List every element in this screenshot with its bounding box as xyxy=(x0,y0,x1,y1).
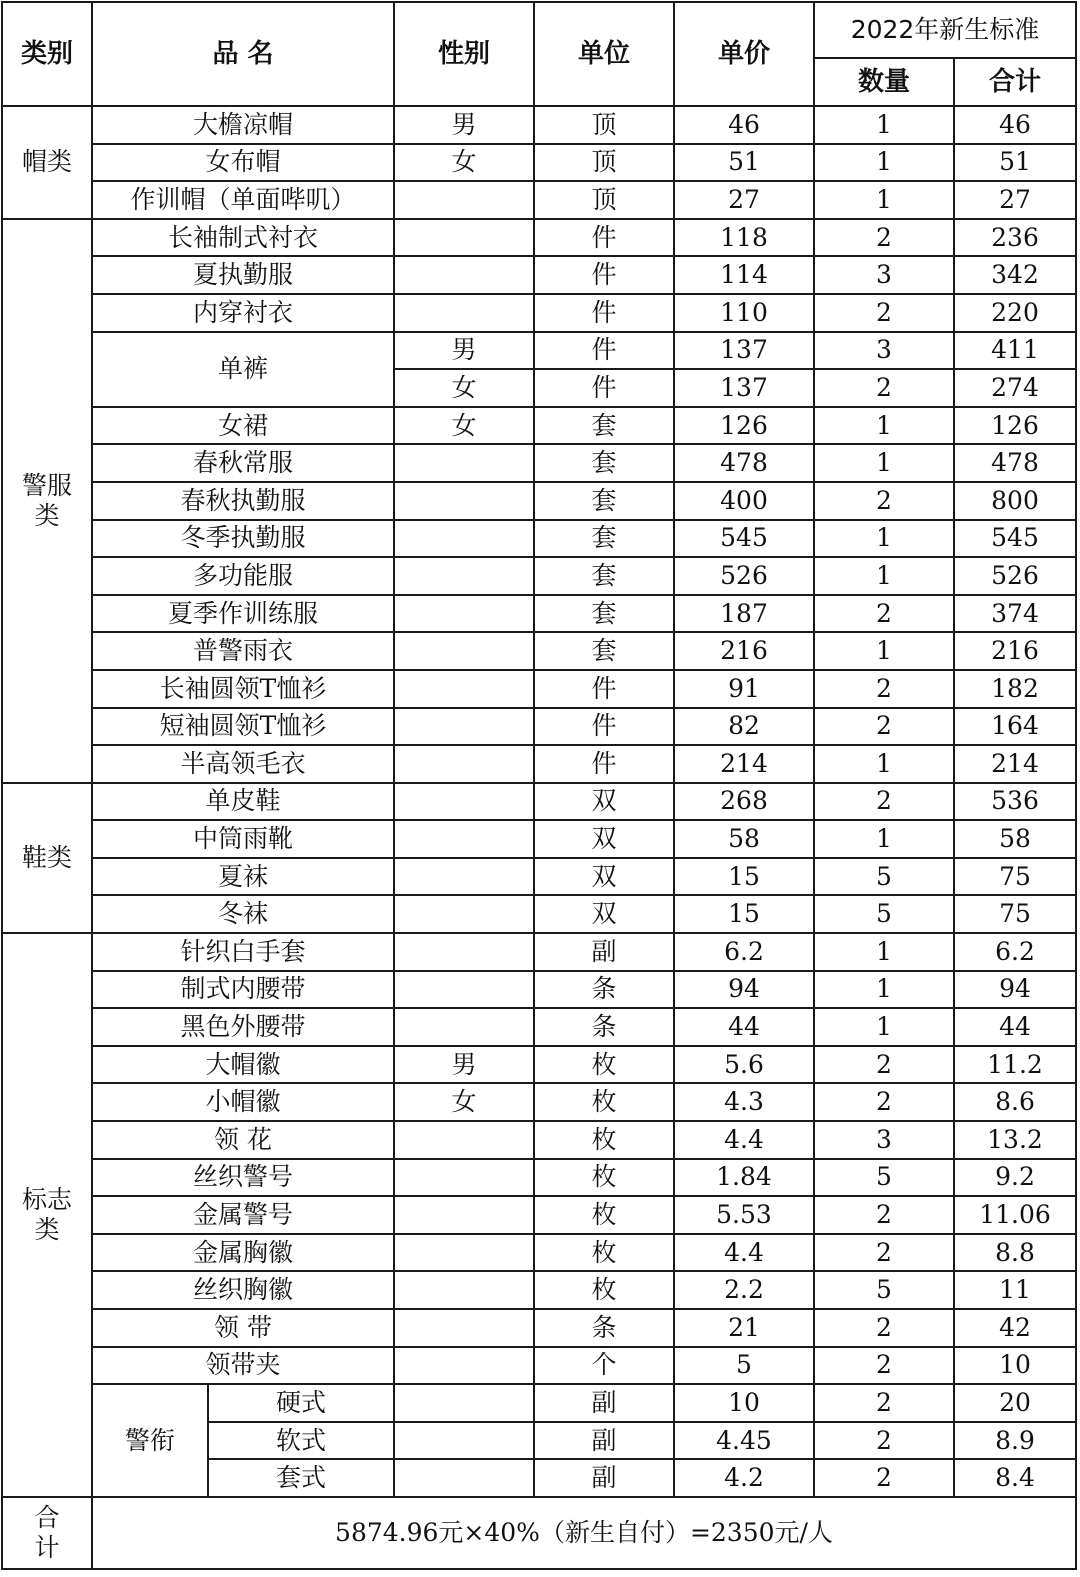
gender-cell xyxy=(394,444,534,482)
table-row xyxy=(2,557,1076,595)
subtotal-cell: 8.6 xyxy=(954,1083,1076,1121)
item-name: 大帽徽 xyxy=(92,1046,394,1084)
gender-cell xyxy=(394,858,534,896)
gender-cell xyxy=(394,1234,534,1272)
table-row xyxy=(2,783,1076,821)
header-row xyxy=(2,2,1076,58)
price-cell: 5.6 xyxy=(674,1046,814,1084)
quantity-cell: 2 xyxy=(814,1196,954,1234)
item-name: 女裙 xyxy=(92,407,394,445)
price-cell: 44 xyxy=(674,1008,814,1046)
gender-cell xyxy=(394,1309,534,1347)
unit-cell: 件 xyxy=(534,745,674,783)
item-name: 长袖制式衬衣 xyxy=(92,219,394,257)
gender-cell xyxy=(394,1271,534,1309)
subtotal-cell: 545 xyxy=(954,520,1076,558)
price-cell: 137 xyxy=(674,332,814,370)
unit-cell: 顶 xyxy=(534,106,674,144)
subtotal-cell: 10 xyxy=(954,1347,1076,1385)
category-uniforms: 警服类 xyxy=(2,219,92,783)
quantity-cell: 2 xyxy=(814,595,954,633)
price-cell: 51 xyxy=(674,144,814,182)
unit-cell: 副 xyxy=(534,1384,674,1422)
table-row xyxy=(2,1046,1076,1084)
subtotal-cell: 13.2 xyxy=(954,1121,1076,1159)
subtotal-cell: 236 xyxy=(954,219,1076,257)
item-name: 金属胸徽 xyxy=(92,1234,394,1272)
subtotal-cell: 27 xyxy=(954,181,1076,219)
quantity-cell: 1 xyxy=(814,144,954,182)
table-row xyxy=(2,820,1076,858)
table-row xyxy=(2,971,1076,1009)
table-row xyxy=(2,895,1076,933)
subtotal-cell: 478 xyxy=(954,444,1076,482)
quantity-cell: 3 xyxy=(814,1121,954,1159)
gender-cell xyxy=(394,1347,534,1385)
quantity-cell: 2 xyxy=(814,1234,954,1272)
item-name: 夏季作训练服 xyxy=(92,595,394,633)
table-row xyxy=(2,858,1076,896)
unit-cell: 枚 xyxy=(534,1083,674,1121)
table-row xyxy=(2,181,1076,219)
unit-cell: 件 xyxy=(534,219,674,257)
table-row xyxy=(2,407,1076,445)
unit-cell: 副 xyxy=(534,933,674,971)
unit-cell: 条 xyxy=(534,971,674,1009)
item-name: 内穿衬衣 xyxy=(92,294,394,332)
unit-cell: 套 xyxy=(534,632,674,670)
item-name: 多功能服 xyxy=(92,557,394,595)
price-cell: 400 xyxy=(674,482,814,520)
item-name: 半高领毛衣 xyxy=(92,745,394,783)
unit-cell: 枚 xyxy=(534,1271,674,1309)
unit-cell: 枚 xyxy=(534,1046,674,1084)
table-row xyxy=(2,745,1076,783)
quantity-cell: 2 xyxy=(814,1422,954,1460)
unit-cell: 枚 xyxy=(534,1196,674,1234)
unit-cell: 件 xyxy=(534,670,674,708)
price-cell: 4.45 xyxy=(674,1422,814,1460)
gender-cell xyxy=(394,1008,534,1046)
item-name: 小帽徽 xyxy=(92,1083,394,1121)
table-row xyxy=(2,933,1076,971)
table-row xyxy=(2,1234,1076,1272)
quantity-cell: 2 xyxy=(814,219,954,257)
unit-cell: 副 xyxy=(534,1422,674,1460)
price-cell: 118 xyxy=(674,219,814,257)
header-item-name: 品 名 xyxy=(92,2,394,106)
header-unit-price: 单价 xyxy=(674,2,814,106)
gender-cell xyxy=(394,256,534,294)
summary-label: 合计 xyxy=(2,1497,92,1569)
item-name: 单裤 xyxy=(92,332,394,407)
quantity-cell: 1 xyxy=(814,444,954,482)
unit-cell: 件 xyxy=(534,256,674,294)
unit-cell: 顶 xyxy=(534,181,674,219)
unit-cell: 套 xyxy=(534,407,674,445)
price-cell: 15 xyxy=(674,858,814,896)
gender-cell xyxy=(394,181,534,219)
unit-cell: 副 xyxy=(534,1459,674,1497)
subtotal-cell: 20 xyxy=(954,1384,1076,1422)
quantity-cell: 2 xyxy=(814,294,954,332)
price-cell: 2.2 xyxy=(674,1271,814,1309)
quantity-cell: 2 xyxy=(814,482,954,520)
price-cell: 15 xyxy=(674,895,814,933)
gender-cell xyxy=(394,294,534,332)
quantity-cell: 2 xyxy=(814,1459,954,1497)
item-name: 大檐凉帽 xyxy=(92,106,394,144)
header-2022-standard: 2022年新生标准 xyxy=(814,2,1076,58)
unit-cell: 枚 xyxy=(534,1159,674,1197)
quantity-cell: 1 xyxy=(814,971,954,1009)
unit-cell: 双 xyxy=(534,895,674,933)
table-row xyxy=(2,482,1076,520)
unit-cell: 枚 xyxy=(534,1234,674,1272)
item-name: 金属警号 xyxy=(92,1196,394,1234)
uniform-price-table xyxy=(1,1,1077,1570)
subtotal-cell: 8.4 xyxy=(954,1459,1076,1497)
gender-cell xyxy=(394,708,534,746)
quantity-cell: 2 xyxy=(814,369,954,407)
quantity-cell: 3 xyxy=(814,332,954,370)
item-name: 冬袜 xyxy=(92,895,394,933)
subtotal-cell: 411 xyxy=(954,332,1076,370)
table-row xyxy=(2,1384,1076,1422)
item-name: 作训帽（单面哔叽） xyxy=(92,181,394,219)
price-cell: 10 xyxy=(674,1384,814,1422)
unit-cell: 双 xyxy=(534,783,674,821)
gender-cell xyxy=(394,632,534,670)
subtotal-cell: 9.2 xyxy=(954,1159,1076,1197)
gender-cell xyxy=(394,820,534,858)
item-name: 领 花 xyxy=(92,1121,394,1159)
table-row xyxy=(2,444,1076,482)
subtotal-cell: 11.06 xyxy=(954,1196,1076,1234)
unit-cell: 套 xyxy=(534,595,674,633)
item-name: 丝织警号 xyxy=(92,1159,394,1197)
table-row xyxy=(2,294,1076,332)
header-subtotal: 合计 xyxy=(954,58,1076,106)
price-cell: 21 xyxy=(674,1309,814,1347)
header-gender: 性别 xyxy=(394,2,534,106)
unit-cell: 枚 xyxy=(534,1121,674,1159)
gender-cell: 男 xyxy=(394,106,534,144)
price-cell: 82 xyxy=(674,708,814,746)
table-row xyxy=(2,1121,1076,1159)
unit-cell: 顶 xyxy=(534,144,674,182)
subtotal-cell: 342 xyxy=(954,256,1076,294)
gender-cell: 女 xyxy=(394,1083,534,1121)
quantity-cell: 1 xyxy=(814,181,954,219)
gender-cell xyxy=(394,1159,534,1197)
table-row xyxy=(2,332,1076,370)
subtotal-cell: 274 xyxy=(954,369,1076,407)
subtotal-cell: 8.8 xyxy=(954,1234,1076,1272)
unit-cell: 件 xyxy=(534,708,674,746)
subtotal-cell: 44 xyxy=(954,1008,1076,1046)
table-row xyxy=(2,1271,1076,1309)
subtotal-cell: 42 xyxy=(954,1309,1076,1347)
item-name: 单皮鞋 xyxy=(92,783,394,821)
quantity-cell: 2 xyxy=(814,1309,954,1347)
subtotal-cell: 58 xyxy=(954,820,1076,858)
summary-row xyxy=(2,1497,1076,1569)
unit-cell: 个 xyxy=(534,1347,674,1385)
item-name: 夏执勤服 xyxy=(92,256,394,294)
price-cell: 58 xyxy=(674,820,814,858)
item-name: 黑色外腰带 xyxy=(92,1008,394,1046)
subtotal-cell: 800 xyxy=(954,482,1076,520)
quantity-cell: 2 xyxy=(814,670,954,708)
category-insignia: 标志类 xyxy=(2,933,92,1497)
gender-cell xyxy=(394,1384,534,1422)
gender-cell: 女 xyxy=(394,144,534,182)
table-row xyxy=(2,670,1076,708)
item-name: 短袖圆领T恤衫 xyxy=(92,708,394,746)
gender-cell: 女 xyxy=(394,369,534,407)
summary-text: 5874.96元×40%（新生自付）=2350元/人 xyxy=(92,1497,1076,1569)
header-category: 类别 xyxy=(2,2,92,106)
item-name: 针织白手套 xyxy=(92,933,394,971)
unit-cell: 套 xyxy=(534,482,674,520)
subtotal-cell: 51 xyxy=(954,144,1076,182)
subtotal-cell: 220 xyxy=(954,294,1076,332)
quantity-cell: 1 xyxy=(814,557,954,595)
price-cell: 94 xyxy=(674,971,814,1009)
unit-cell: 套 xyxy=(534,444,674,482)
unit-cell: 件 xyxy=(534,332,674,370)
price-cell: 545 xyxy=(674,520,814,558)
header-unit: 单位 xyxy=(534,2,674,106)
price-cell: 4.4 xyxy=(674,1121,814,1159)
subtotal-cell: 94 xyxy=(954,971,1076,1009)
unit-cell: 套 xyxy=(534,557,674,595)
quantity-cell: 1 xyxy=(814,407,954,445)
table-row xyxy=(2,1347,1076,1385)
subtotal-cell: 6.2 xyxy=(954,933,1076,971)
quantity-cell: 5 xyxy=(814,1271,954,1309)
quantity-cell: 2 xyxy=(814,1347,954,1385)
table-row xyxy=(2,144,1076,182)
item-name: 硬式 xyxy=(208,1384,394,1422)
gender-cell xyxy=(394,670,534,708)
price-cell: 5 xyxy=(674,1347,814,1385)
item-name: 女布帽 xyxy=(92,144,394,182)
table-row xyxy=(2,219,1076,257)
quantity-cell: 2 xyxy=(814,1046,954,1084)
price-cell: 478 xyxy=(674,444,814,482)
price-cell: 526 xyxy=(674,557,814,595)
quantity-cell: 2 xyxy=(814,1083,954,1121)
price-cell: 137 xyxy=(674,369,814,407)
unit-cell: 套 xyxy=(534,520,674,558)
category-shoes: 鞋类 xyxy=(2,783,92,933)
quantity-cell: 1 xyxy=(814,933,954,971)
item-name: 领 带 xyxy=(92,1309,394,1347)
quantity-cell: 2 xyxy=(814,783,954,821)
quantity-cell: 1 xyxy=(814,520,954,558)
epaulette-group-label: 警衔 xyxy=(92,1384,208,1497)
gender-cell xyxy=(394,895,534,933)
gender-cell xyxy=(394,971,534,1009)
price-cell: 5.53 xyxy=(674,1196,814,1234)
price-cell: 4.4 xyxy=(674,1234,814,1272)
table-row xyxy=(2,520,1076,558)
subtotal-cell: 46 xyxy=(954,106,1076,144)
subtotal-cell: 216 xyxy=(954,632,1076,670)
subtotal-cell: 11 xyxy=(954,1271,1076,1309)
gender-cell xyxy=(394,219,534,257)
table-row xyxy=(2,1196,1076,1234)
price-cell: 91 xyxy=(674,670,814,708)
gender-cell: 女 xyxy=(394,407,534,445)
category-hats: 帽类 xyxy=(2,106,92,219)
quantity-cell: 3 xyxy=(814,256,954,294)
item-name: 领带夹 xyxy=(92,1347,394,1385)
item-name: 冬季执勤服 xyxy=(92,520,394,558)
table-row xyxy=(2,595,1076,633)
quantity-cell: 5 xyxy=(814,895,954,933)
item-name: 普警雨衣 xyxy=(92,632,394,670)
gender-cell xyxy=(394,1121,534,1159)
price-cell: 4.2 xyxy=(674,1459,814,1497)
item-name: 套式 xyxy=(208,1459,394,1497)
subtotal-cell: 126 xyxy=(954,407,1076,445)
price-cell: 114 xyxy=(674,256,814,294)
subtotal-cell: 8.9 xyxy=(954,1422,1076,1460)
quantity-cell: 5 xyxy=(814,1159,954,1197)
gender-cell xyxy=(394,1196,534,1234)
price-cell: 126 xyxy=(674,407,814,445)
subtotal-cell: 536 xyxy=(954,783,1076,821)
unit-cell: 条 xyxy=(534,1309,674,1347)
price-cell: 27 xyxy=(674,181,814,219)
unit-cell: 双 xyxy=(534,858,674,896)
item-name: 软式 xyxy=(208,1422,394,1460)
gender-cell xyxy=(394,557,534,595)
subtotal-cell: 526 xyxy=(954,557,1076,595)
unit-cell: 件 xyxy=(534,369,674,407)
quantity-cell: 2 xyxy=(814,1384,954,1422)
quantity-cell: 1 xyxy=(814,820,954,858)
table-row xyxy=(2,1008,1076,1046)
quantity-cell: 2 xyxy=(814,708,954,746)
quantity-cell: 1 xyxy=(814,745,954,783)
price-cell: 46 xyxy=(674,106,814,144)
quantity-cell: 1 xyxy=(814,106,954,144)
price-cell: 187 xyxy=(674,595,814,633)
unit-cell: 件 xyxy=(534,294,674,332)
item-name: 春秋执勤服 xyxy=(92,482,394,520)
table-row xyxy=(2,708,1076,746)
unit-cell: 双 xyxy=(534,820,674,858)
gender-cell xyxy=(394,595,534,633)
gender-cell xyxy=(394,745,534,783)
quantity-cell: 1 xyxy=(814,632,954,670)
item-name: 春秋常服 xyxy=(92,444,394,482)
subtotal-cell: 164 xyxy=(954,708,1076,746)
price-cell: 4.3 xyxy=(674,1083,814,1121)
item-name: 夏袜 xyxy=(92,858,394,896)
item-name: 制式内腰带 xyxy=(92,971,394,1009)
gender-cell xyxy=(394,482,534,520)
gender-cell xyxy=(394,520,534,558)
table-row xyxy=(2,256,1076,294)
item-name: 中筒雨靴 xyxy=(92,820,394,858)
subtotal-cell: 11.2 xyxy=(954,1046,1076,1084)
gender-cell xyxy=(394,1422,534,1460)
gender-cell xyxy=(394,933,534,971)
subtotal-cell: 75 xyxy=(954,895,1076,933)
gender-cell xyxy=(394,1459,534,1497)
subtotal-cell: 374 xyxy=(954,595,1076,633)
quantity-cell: 1 xyxy=(814,1008,954,1046)
quantity-cell: 5 xyxy=(814,858,954,896)
subtotal-cell: 214 xyxy=(954,745,1076,783)
price-cell: 268 xyxy=(674,783,814,821)
price-cell: 214 xyxy=(674,745,814,783)
item-name: 丝织胸徽 xyxy=(92,1271,394,1309)
price-cell: 216 xyxy=(674,632,814,670)
table-row xyxy=(2,632,1076,670)
item-name: 长袖圆领T恤衫 xyxy=(92,670,394,708)
gender-cell: 男 xyxy=(394,1046,534,1084)
price-cell: 1.84 xyxy=(674,1159,814,1197)
price-cell: 110 xyxy=(674,294,814,332)
gender-cell xyxy=(394,783,534,821)
unit-cell: 条 xyxy=(534,1008,674,1046)
header-quantity: 数量 xyxy=(814,58,954,106)
table-row xyxy=(2,1159,1076,1197)
subtotal-cell: 182 xyxy=(954,670,1076,708)
table-row xyxy=(2,106,1076,144)
table-row xyxy=(2,1083,1076,1121)
table-row xyxy=(2,1309,1076,1347)
subtotal-cell: 75 xyxy=(954,858,1076,896)
price-cell: 6.2 xyxy=(674,933,814,971)
gender-cell: 男 xyxy=(394,332,534,370)
